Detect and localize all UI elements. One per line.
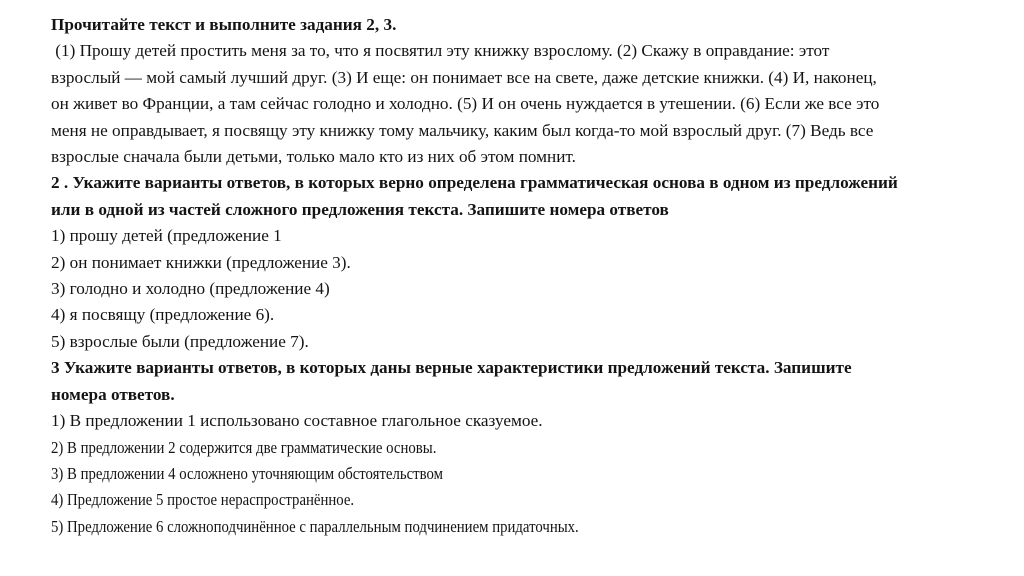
text-line: взрослый — мой самый лучший друг. (3) И еще: он понимает все на свете, даже детские книжки. (4) И, наконец,	[51, 67, 877, 87]
task-2-option-1: 1) прошу детей (предложение 1	[51, 226, 282, 246]
text-line: он живет во Франции, а там сейчас голодно и холодно. (5) И он очень нуждается в утешении. (6) Если же все это	[51, 94, 880, 114]
task-3-option-5: 5) Предложение 6 сложноподчинённое с параллельным подчинением придаточных.	[51, 516, 579, 536]
document-page	[51, 12, 1011, 540]
task-2-option-5: 5) взрослые были (предложение 7).	[51, 331, 309, 351]
task-2	[51, 170, 1011, 355]
task-2-question: 2 . Укажите варианты ответов, в которых верно определена грамматическая основа в одном из предложений	[51, 173, 898, 193]
task-3-option-3: 3) В предложении 4 осложнено уточняющим обстоятельством	[51, 463, 443, 483]
task-2-option-2: 2) он понимает книжки (предложение 3).	[51, 252, 351, 272]
task-2-question: или в одной из частей сложного предложения текста. Запишите номера ответов	[51, 199, 669, 219]
text-line: (1) Прошу детей простить меня за то, что я посвятил эту книжку взрослому. (2) Скажу в оправдание: этот	[51, 41, 830, 61]
task-2-option-3: 3) голодно и холодно (предложение 4)	[51, 279, 330, 299]
text-line: меня не оправдывает, я посвящу эту книжку тому мальчику, каким был когда-то мой взрослый друг. (7) Ведь все	[51, 120, 874, 140]
task-2-option-4: 4) я посвящу (предложение 6).	[51, 305, 275, 325]
task-3-option-1: 1) В предложении 1 использовано составное глагольное сказуемое.	[51, 411, 543, 431]
task-3-option-4: 4) Предложение 5 простое нераспространённое.	[51, 490, 355, 510]
task-3-option-2: 2) В предложении 2 содержится две грамматические основы.	[51, 437, 437, 457]
text-line: взрослые сначала были детьми, только мало кто из них об этом помнит.	[51, 147, 576, 167]
task-3	[51, 355, 1011, 540]
task-3-question: номера ответов.	[51, 384, 175, 404]
source-text	[51, 38, 1011, 170]
task-3-question: 3 Укажите варианты ответов, в которых даны верные характеристики предложений текста. Запишите	[51, 358, 852, 378]
page-heading: Прочитайте текст и выполните задания 2, 3.	[51, 15, 397, 34]
